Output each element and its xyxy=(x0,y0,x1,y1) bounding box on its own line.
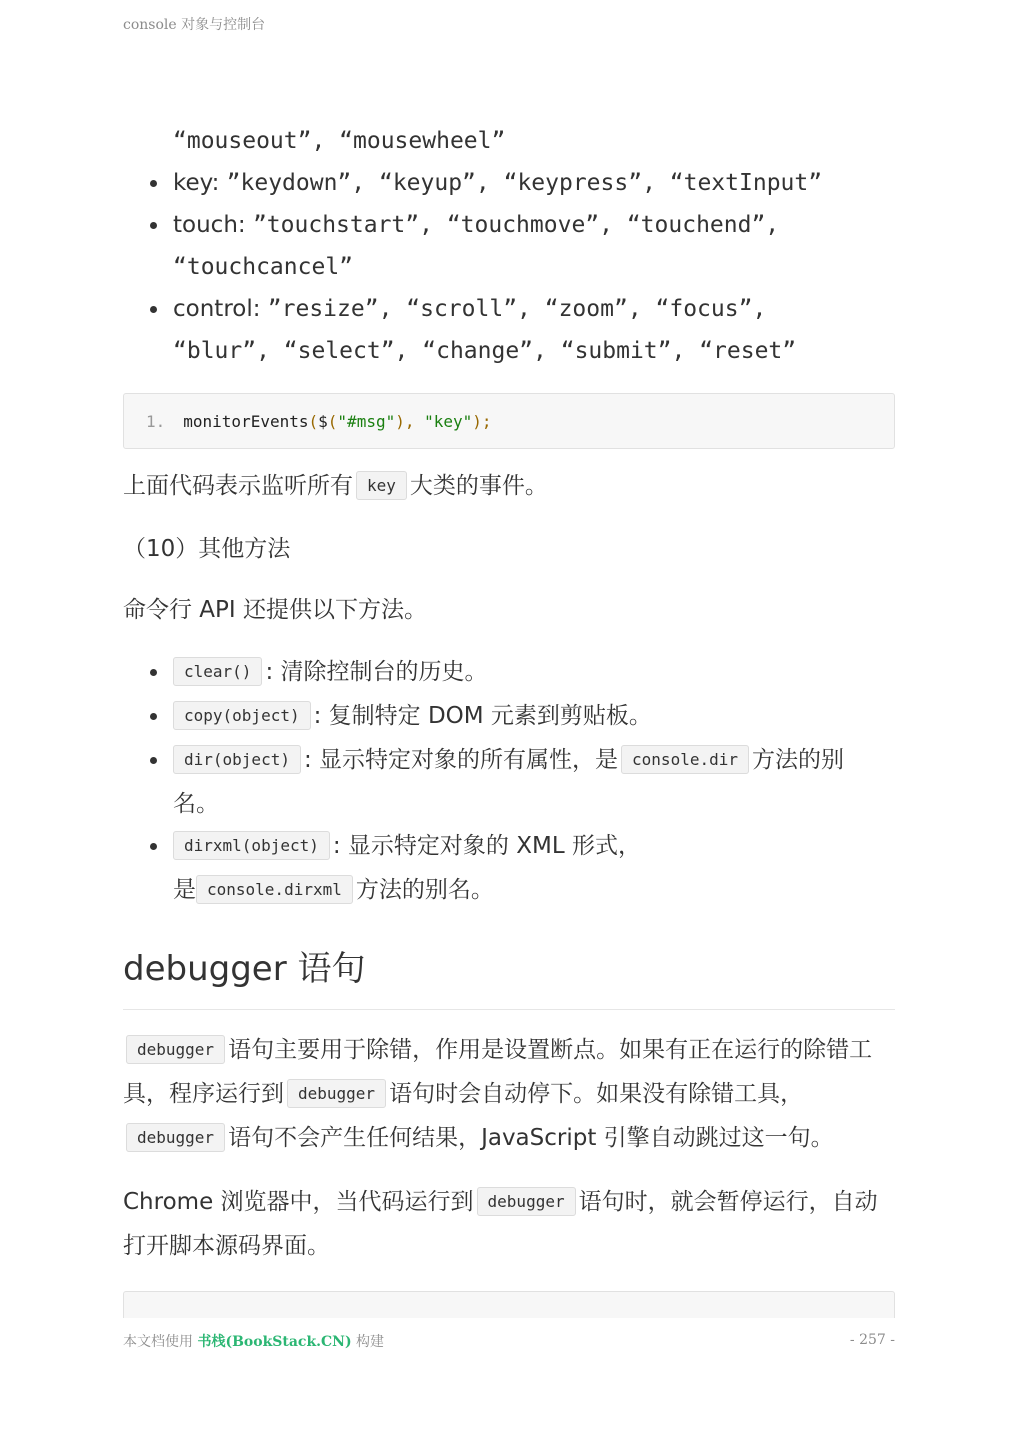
paragraph xyxy=(123,1181,895,1267)
method-list xyxy=(123,651,895,913)
event-names: ”touchstart”, “touchmove”, “touchend”, xyxy=(252,212,780,238)
footer-prefix: 本文档使用 xyxy=(123,1334,198,1350)
paragraph: 命令行 API 还提供以下方法。 xyxy=(123,597,428,623)
inline-code: clear() xyxy=(173,657,262,686)
footer-suffix: 构建 xyxy=(351,1334,385,1350)
footer-brand-link[interactable]: 书栈(BookStack.CN) xyxy=(197,1334,352,1350)
bullet-icon xyxy=(150,180,157,187)
code-block-partial xyxy=(123,1291,895,1318)
page-number: - 257 - xyxy=(849,1332,895,1348)
section-title: （10）其他方法 xyxy=(123,536,291,562)
paragraph xyxy=(123,1029,895,1161)
inline-code: debugger xyxy=(126,1123,225,1152)
method-description: : 显示特定对象的 XML 形式， xyxy=(332,833,641,859)
event-names: ”resize”, “scroll”, “zoom”, “focus”, xyxy=(267,296,767,322)
method-description-continued: 是 xyxy=(173,877,196,903)
method-description: 方法的别 xyxy=(752,747,844,773)
code-string: "#msg" xyxy=(337,411,396,431)
page-content xyxy=(123,120,895,1318)
method-description: : 复制特定 DOM 元素到剪贴板。 xyxy=(313,703,652,729)
event-category-label: control: xyxy=(173,296,268,322)
event-category-label: key: xyxy=(173,170,227,196)
mouse-events-continuation: “mouseout”, “mousewheel” xyxy=(173,128,506,154)
event-category-list xyxy=(123,162,895,372)
inline-code: debugger xyxy=(126,1035,225,1064)
text: 上面代码表示监听所有 xyxy=(123,473,353,499)
bullet-icon xyxy=(150,757,157,764)
event-names: ”keydown”, “keyup”, “keypress”, “textInput” xyxy=(226,170,823,196)
section-heading: debugger 语句 xyxy=(123,945,895,1010)
list-item xyxy=(123,739,895,825)
event-names-continued: “blur”, “select”, “change”, “submit”, “reset” xyxy=(173,338,797,364)
inline-code: dir(object) xyxy=(173,745,301,774)
inline-code: debugger xyxy=(477,1187,576,1216)
code-punct: ); xyxy=(472,411,492,431)
text: 语句时，就会暂停运行，自动打开脚本源码界面。 xyxy=(123,1189,878,1259)
paragraph xyxy=(123,465,895,509)
bullet-icon xyxy=(150,669,157,676)
event-names-continued: “touchcancel” xyxy=(173,254,354,280)
method-description: : 清除控制台的历史。 xyxy=(265,659,488,685)
list-item xyxy=(123,695,895,739)
code-punct: ( xyxy=(308,411,319,431)
inline-code: copy(object) xyxy=(173,701,311,730)
list-item xyxy=(123,204,895,288)
bullet-icon xyxy=(150,222,157,229)
inline-code: console.dir xyxy=(621,745,749,774)
method-description-continued: 名。 xyxy=(173,791,219,817)
text: Chrome 浏览器中，当代码运行到 xyxy=(123,1189,474,1215)
code-dollar: $ xyxy=(318,411,328,431)
code-string: "key" xyxy=(424,411,473,431)
event-category-label: touch: xyxy=(173,212,253,238)
list-item xyxy=(123,288,895,372)
code-function: monitorEvents xyxy=(183,411,309,431)
inline-code: dirxml(object) xyxy=(173,831,330,860)
code-line xyxy=(183,412,491,431)
footer-credit xyxy=(123,1331,384,1351)
list-item xyxy=(123,162,895,204)
code-punct: ( xyxy=(327,411,338,431)
inline-code: debugger xyxy=(287,1079,386,1108)
bullet-icon xyxy=(150,306,157,313)
line-number: 1. xyxy=(146,411,166,431)
code-block xyxy=(123,393,895,449)
bullet-icon xyxy=(150,713,157,720)
inline-code: console.dirxml xyxy=(196,875,353,904)
text: 语句主要用于除错，作用是设置断点。如果有正在运行的除错工具，程序运行到 xyxy=(123,1037,873,1107)
method-description-continued: 方法的别名。 xyxy=(355,877,494,903)
list-item xyxy=(123,651,895,695)
text: 语句时会自动停下。如果没有除错工具， xyxy=(389,1081,804,1107)
inline-code: key xyxy=(356,471,407,500)
list-item xyxy=(123,825,895,913)
running-header: console 对象与控制台 xyxy=(123,17,266,33)
text: 大类的事件。 xyxy=(409,473,548,499)
method-description: : 显示特定对象的所有属性，是 xyxy=(303,747,619,773)
code-punct: ), xyxy=(395,411,425,431)
bullet-icon xyxy=(150,843,157,850)
text: 语句不会产生任何结果，JavaScript 引擎自动跳过这一句。 xyxy=(228,1125,834,1151)
